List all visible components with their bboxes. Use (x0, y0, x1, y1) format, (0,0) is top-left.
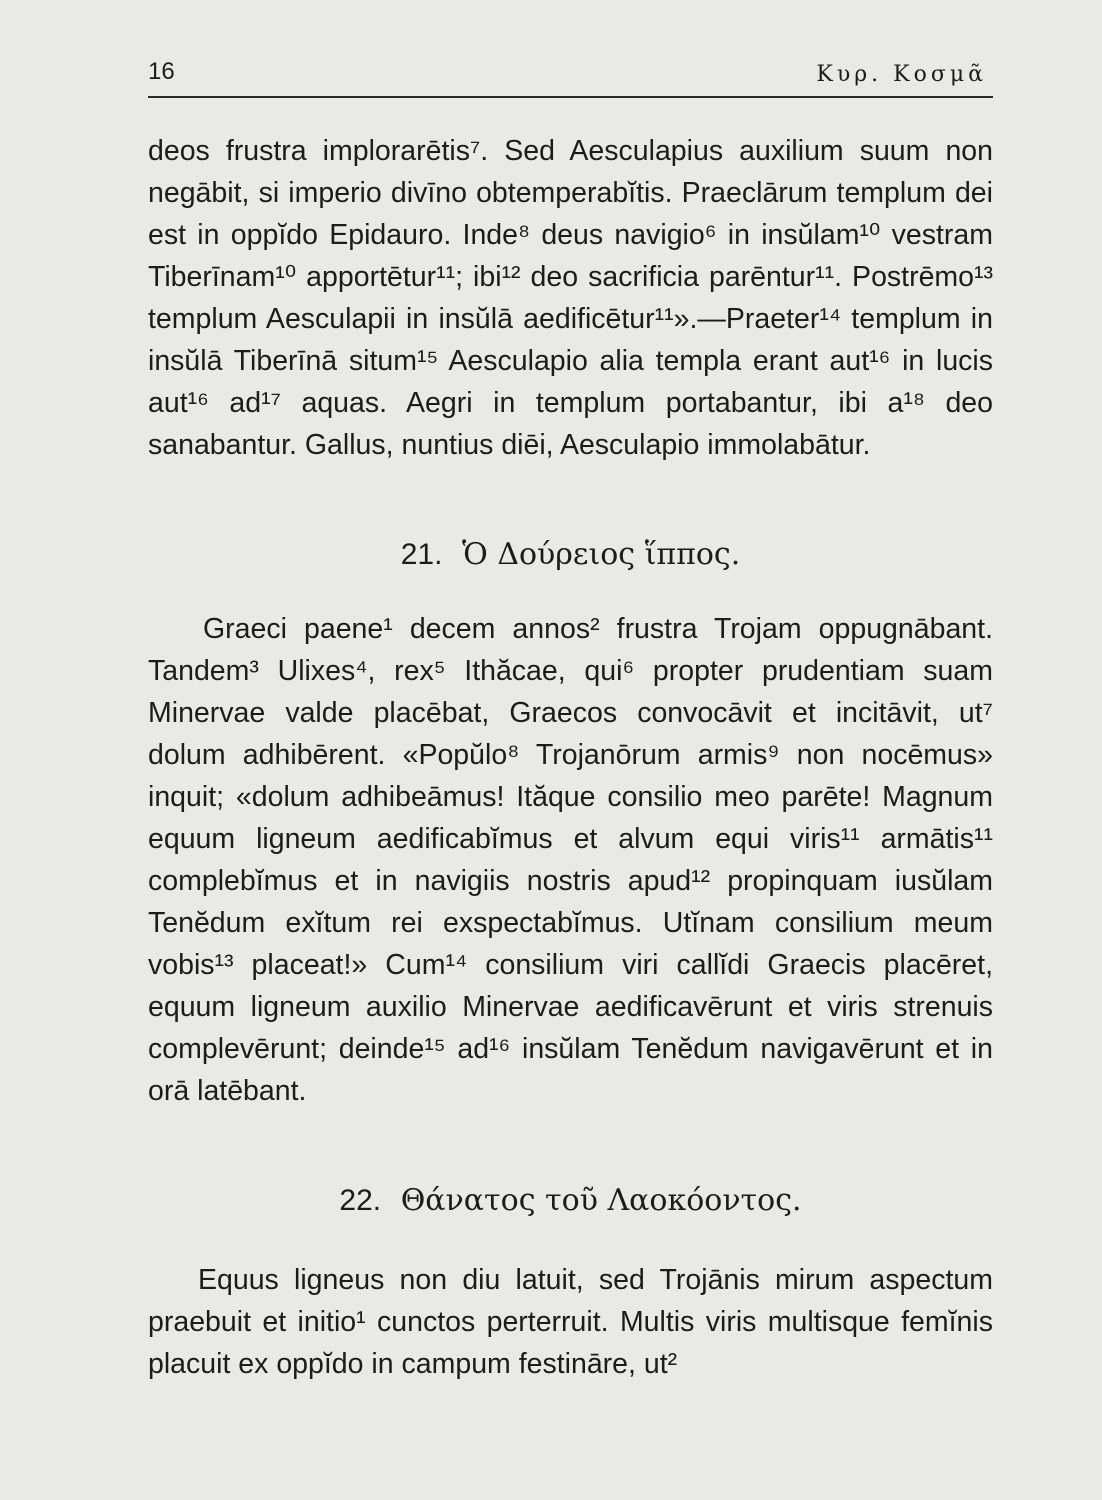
page-number: 16 (148, 58, 175, 85)
paragraph-trojan-horse: Graeci paene¹ decem annos² frustra Trojam oppugnābant. Tandem³ Ulixes⁴, rex⁵ Ithăcae, qui⁶ propter prudentiam suam Minervae valde placēbat, Graecos convocāvit et incitāvit, ut⁷ dolum adhibērent. «Popŭlo⁸ Trojanōrum armis⁹ non nocēmus» inquit; «dolum adhibeāmus! Ităque consilio meo parēte! Magnum equum ligneum aedificabĭmus et alvum equi viris¹¹ armātis¹¹ complebĭmus et in navigiis nostris apud¹² propinquam iusŭlam Tenĕdum exĭtum rei exspectabĭmus. Utĭnam consilium meum vobis¹³ placeat!» Cum¹⁴ consilium viri callĭdi Graecis placēret, equum ligneum auxilio Minervae aedificavērunt et viris strenuis complevērunt; deinde¹⁵ ad¹⁶ insŭlam Tenĕdum navigavērunt et in orā latēbant. (148, 613, 993, 1107)
section-number: 22. (339, 1184, 382, 1217)
running-head: Κυρ. Κοσμᾶ (816, 62, 987, 87)
page-header (148, 58, 993, 98)
section-number: 21. (400, 538, 443, 571)
section-heading-22 (148, 1183, 993, 1218)
section-heading-21 (148, 537, 993, 572)
paragraph-continued: deos frustra implorarētis⁷. Sed Aesculapius auxilium suum non negābit, si imperio divīno obtemperabĭtis. Praeclārum templum dei est in oppĭdo Epidauro. Inde⁸ deus navigio⁶ in insŭlam¹⁰ vestram Tiberīnam¹⁰ apportētur¹¹; ibi¹² deo sacrificia parēntur¹¹. Postrēmo¹³ templum Aesculapii in insŭlā aedificētur¹¹».—Praeter¹⁴ templum in insŭlā Tiberīnā situm¹⁵ Aesculapio alia templa erant aut¹⁶ in lucis aut¹⁶ ad¹⁷ aquas. Aegri in templum portabantur, ibi a¹⁸ deo sanabantur. Gallus, nuntius diēi, Aesculapio immolabātur. (148, 135, 993, 461)
paragraph-laocoon: Equus ligneus non diu latuit, sed Trojānis mirum aspectum praebuit et initio¹ cunctos perterruit. Multis viris multisque femĭnis placuit ex oppĭdo in campum festināre, ut² (148, 1264, 993, 1380)
section-title: Θάνατος τοῦ Λαοκόοντος. (400, 1183, 802, 1218)
section-title: Ὁ Δούρειος ἵππος. (462, 537, 741, 572)
